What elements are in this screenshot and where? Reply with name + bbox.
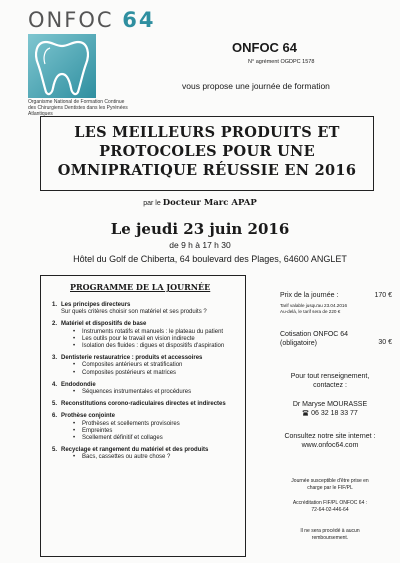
program-bullet — [61, 362, 248, 369]
program-section-heading — [52, 413, 248, 420]
bullet-icon: • — [73, 362, 76, 369]
program-section — [52, 413, 248, 442]
bullet-icon: • — [73, 420, 76, 427]
program-section — [52, 302, 248, 316]
program-section — [52, 355, 248, 377]
title-line-2: PROTOCOLES POUR UNE — [99, 143, 315, 160]
accreditation-line-2: 72-64-02-446-64 — [311, 507, 349, 513]
program-section — [52, 382, 248, 396]
program-section-body — [52, 362, 248, 376]
program-bullet-text: Composites postérieurs et matrices — [82, 369, 177, 376]
logo-name: ONFOC — [28, 8, 114, 32]
accreditation-line-1: Accréditation FIF/PL ONFOC 64 : — [292, 500, 368, 506]
bullet-icon: • — [73, 369, 76, 376]
program-section — [52, 401, 248, 408]
org-name: ONFOC 64 — [232, 40, 298, 55]
program-section-heading — [52, 355, 248, 362]
program-bullet — [61, 421, 248, 428]
program-heading: PROGRAMME DE LA JOURNÉE — [70, 282, 211, 292]
program-section — [52, 447, 248, 461]
logo-title — [28, 8, 158, 32]
program-section-title: Endodondie — [61, 381, 96, 388]
program-bullet-text: Empreintes — [82, 427, 113, 434]
bullet-icon: • — [73, 389, 76, 396]
refund-note — [274, 528, 386, 542]
price-note-1: Tarif valable jusqu'au 23.04.2016 — [280, 303, 348, 308]
cotisation-value: 30 € — [378, 339, 392, 346]
event-hours: de 9 h à 17 h 30 — [169, 240, 231, 250]
program-section-title: Recyclage et rangement du matériel et des produits — [61, 447, 209, 454]
program-section-number: 6. — [52, 413, 58, 420]
fifpl-note — [274, 478, 386, 492]
onfoc-logo — [28, 8, 158, 117]
refund-line-1: Il ne sera procédé à aucun — [300, 528, 360, 534]
program-bullet — [61, 336, 248, 343]
program-section-number: 5. — [52, 447, 58, 454]
program-section-body — [52, 309, 248, 316]
bullet-icon: • — [73, 427, 76, 434]
price-note-2: Au-delà, le tarif sera de 220 € — [280, 309, 341, 314]
program-bullet — [61, 370, 248, 377]
program-list — [52, 302, 248, 467]
program-bullet — [61, 343, 248, 350]
speaker-prefix: par le — [143, 200, 161, 207]
program-section-heading — [52, 321, 248, 328]
event-date: Le jeudi 23 juin 2016 — [110, 220, 290, 238]
contact-line-2: contactez : — [313, 382, 347, 389]
program-bullet-text: Les outils pour le travail en vision indirecte — [82, 335, 195, 342]
intro-text: vous propose une journée de formation — [182, 81, 330, 91]
program-section-title: Les principes directeurs — [61, 302, 131, 308]
program-section-number: 5. — [52, 401, 58, 408]
price-value: 170 € — [374, 292, 392, 299]
program-section-title: Reconstitutions corono-radiculaires directes et indirectes — [61, 401, 226, 408]
agrement-number: N° agrément OGDPC 1578 — [248, 59, 315, 65]
bullet-icon: • — [73, 343, 76, 350]
program-section-number: 1. — [52, 302, 58, 308]
title-line-3: OMNIPRATIQUE RÉUSSIE EN 2016 — [57, 162, 357, 179]
speaker-line — [0, 198, 400, 208]
program-section-body — [52, 329, 248, 351]
program-section-number: 2. — [52, 321, 58, 328]
event-venue: Hôtel du Golf de Chiberta, 64 boulevard des Plages, 64600 ANGLET — [73, 254, 347, 264]
program-bullet-text: Scellement définitif et collages — [82, 435, 163, 442]
program-bullet — [61, 389, 248, 396]
website-link[interactable]: www.onfoc64.com — [301, 442, 359, 449]
program-bullet — [61, 454, 248, 461]
bullet-icon: • — [73, 328, 76, 335]
program-section-body — [52, 421, 248, 443]
title-box — [40, 116, 374, 191]
program-bullet — [61, 435, 248, 442]
price-label: Prix de la journée : — [280, 292, 339, 299]
bullet-icon: • — [73, 454, 76, 461]
program-bullet-text: Séquences instrumentales et procédures — [82, 389, 192, 396]
program-bullet-text: Composites antérieurs et stratification — [82, 362, 183, 369]
website-block — [274, 432, 386, 450]
bullet-icon: • — [73, 335, 76, 342]
logo-caption: Organisme National de Formation Continue des Chirurgiens Dentistes dans les Pyrénées Atlantiques — [28, 99, 128, 117]
cotisation-label: Cotisation ONFOC 64 — [280, 331, 349, 338]
program-section-body — [52, 389, 248, 396]
accreditation-note — [274, 500, 386, 514]
contact-line-1: Pour tout renseignement, — [290, 373, 370, 380]
contact-phone[interactable]: 06 32 18 33 77 — [311, 410, 358, 417]
program-bullet — [61, 428, 248, 435]
refund-line-2: remboursement. — [311, 535, 349, 541]
tooth-logo-icon — [28, 34, 96, 98]
program-subitem: Sur quels critères choisir son matériel et ses produits ? — [61, 309, 207, 316]
program-section — [52, 321, 248, 350]
program-section-title: Matériel et dispositifs de base — [61, 321, 147, 328]
title-line-1: LES MEILLEURS PRODUITS ET — [74, 124, 340, 141]
fifpl-line-2: charge par le FIF/PL — [307, 485, 353, 491]
phone-icon — [302, 410, 309, 416]
program-bullet-text: Bacs, cassettes ou autre chose ? — [82, 454, 171, 461]
program-section-number: 4. — [52, 381, 58, 388]
program-section-title: Prothèse conjointe — [61, 413, 116, 420]
program-section-number: 3. — [52, 355, 58, 362]
cotisation — [280, 330, 348, 348]
program-section-body — [52, 454, 248, 461]
program-bullet-text: Instruments rotatifs et manuels : le plateau du patient — [82, 328, 224, 335]
program-section-title: Dentisterie restauratrice : produits et accessoires — [61, 355, 203, 362]
contact-person-block — [274, 400, 386, 418]
program-bullet-text: Prothèses et scellements provisoires — [82, 420, 180, 427]
bullet-icon: • — [73, 435, 76, 442]
contact-block — [274, 372, 386, 390]
program-section-heading — [52, 401, 248, 408]
program-section-heading — [52, 447, 248, 454]
contact-phone-row — [274, 409, 386, 418]
program-bullet — [61, 329, 248, 336]
program-section-heading — [52, 382, 248, 389]
program-bullet-text: Isolation des fluides : digues et dispositifs d'aspiration — [82, 343, 225, 350]
website-label: Consultez notre site internet : — [284, 433, 376, 440]
cotisation-note: (obligatoire) — [280, 340, 317, 347]
fifpl-line-1: Journée susceptible d'être prise en — [291, 478, 369, 484]
logo-number: 64 — [122, 8, 156, 32]
speaker-name: Docteur Marc APAP — [162, 198, 257, 208]
contact-person: Dr Maryse MOURASSE — [292, 401, 368, 408]
program-section-heading — [52, 302, 248, 309]
